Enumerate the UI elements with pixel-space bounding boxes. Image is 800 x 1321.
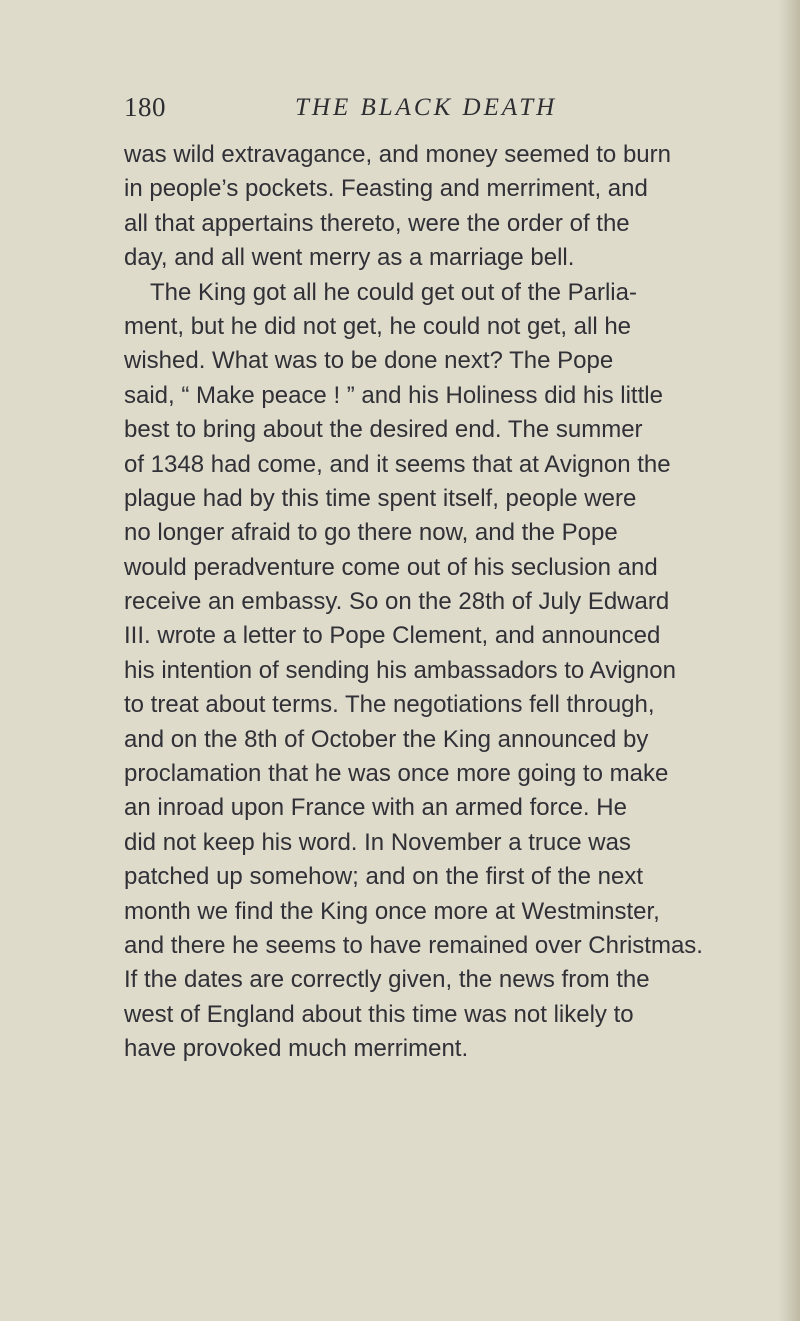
text-line: no longer afraid to go there now, and the Pope [124,519,618,547]
text-line: III. wrote a letter to Pope Clement, and announced [124,622,661,650]
text-line: best to bring about the desired end. The summer [124,416,643,444]
text-line: have provoked much merriment. [124,1035,469,1063]
text-line: patched up somehow; and on the first of the next [124,863,643,891]
text-line: If the dates are correctly given, the news from the [124,966,650,994]
text-line: ment, but he did not get, he could not get, all he [124,312,632,340]
text-line: an inroad upon France with an armed force. He [124,794,627,822]
text-line: would peradventure come out of his seclusion and [124,553,658,581]
page-edge-shadow [778,0,800,1321]
text-line: all that appertains thereto, were the order of the [124,209,630,237]
text-line: The King got all he could get out of the Parlia- [150,278,637,306]
text-line: plague had by this time spent itself, people were [124,484,637,512]
running-head: THE BLACK DEATH [295,94,558,121]
text-line: proclamation that he was once more going to make [124,760,669,788]
text-line: of 1348 had come, and it seems that at Avignon the [124,450,671,478]
text-line: and there he seems to have remained over Christmas. [124,931,703,959]
text-line: west of England about this time was not likely to [124,1000,634,1028]
page-number: 180 [124,92,166,122]
text-line: to treat about terms. The negotiations fell through, [124,691,655,719]
text-line: month we find the King once more at Westminster, [124,897,660,925]
text-line: did not keep his word. In November a truce was [124,828,631,856]
text-line: in people’s pockets. Feasting and merriment, and [124,175,648,203]
text-line: his intention of sending his ambassadors to Avignon [124,656,676,684]
text-line: day, and all went merry as a marriage bell. [124,244,575,272]
text-line: was wild extravagance, and money seemed to burn [124,141,671,168]
text-line: receive an embassy. So on the 28th of July Edward [124,588,670,616]
text-line: and on the 8th of October the King announced by [124,725,649,753]
text-line: wished. What was to be done next? The Pope [124,347,614,375]
body-text [124,138,764,1067]
text-line: said, “ Make peace ! ” and his Holiness did his little [124,381,663,409]
